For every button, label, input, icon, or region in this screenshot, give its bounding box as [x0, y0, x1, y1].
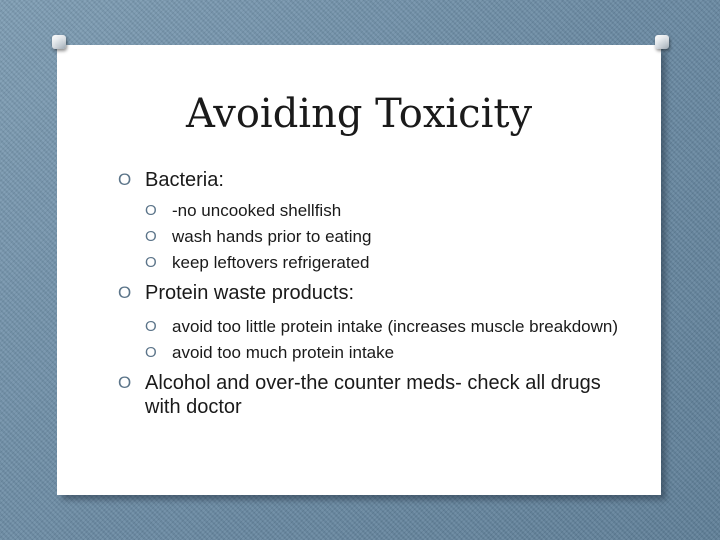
sub-bullet-item: [118, 201, 618, 221]
sub-bullet-item: [118, 253, 618, 273]
thumbtack-icon: [655, 35, 669, 49]
bullet-icon: O: [118, 373, 132, 392]
bullet-icon: O: [145, 344, 157, 361]
slide-title: Avoiding Toxicity: [185, 91, 533, 137]
bullet-icon: O: [145, 318, 157, 335]
sub-bullet-text: avoid too little protein intake (increases muscle breakdown): [172, 317, 619, 336]
slide-content: [118, 168, 618, 419]
sub-bullet-text: wash hands prior to eating: [172, 227, 372, 246]
thumbtack-icon: [52, 35, 66, 49]
sub-bullet-item: [118, 317, 618, 337]
bullet-icon: O: [118, 170, 132, 189]
bullet-item-alcohol: [118, 371, 618, 419]
bullet-icon: O: [118, 283, 132, 302]
bullet-text: Protein waste products:: [145, 282, 354, 304]
bullet-icon: O: [145, 254, 157, 271]
sub-bullet-item: [118, 343, 618, 363]
bullet-item-protein: [118, 281, 618, 305]
bullet-text: Bacteria:: [145, 169, 224, 191]
bullet-text: Alcohol and over-the counter meds- check all drugs with doctor: [145, 372, 601, 418]
bullet-item-bacteria: [118, 168, 618, 192]
sub-bullet-text: -no uncooked shellfish: [172, 201, 342, 220]
sub-bullet-text: keep leftovers refrigerated: [172, 253, 370, 272]
bullet-icon: O: [145, 202, 157, 219]
bullet-icon: O: [145, 228, 157, 245]
sub-bullet-item: [118, 227, 618, 247]
sub-bullet-text: avoid too much protein intake: [172, 343, 395, 362]
